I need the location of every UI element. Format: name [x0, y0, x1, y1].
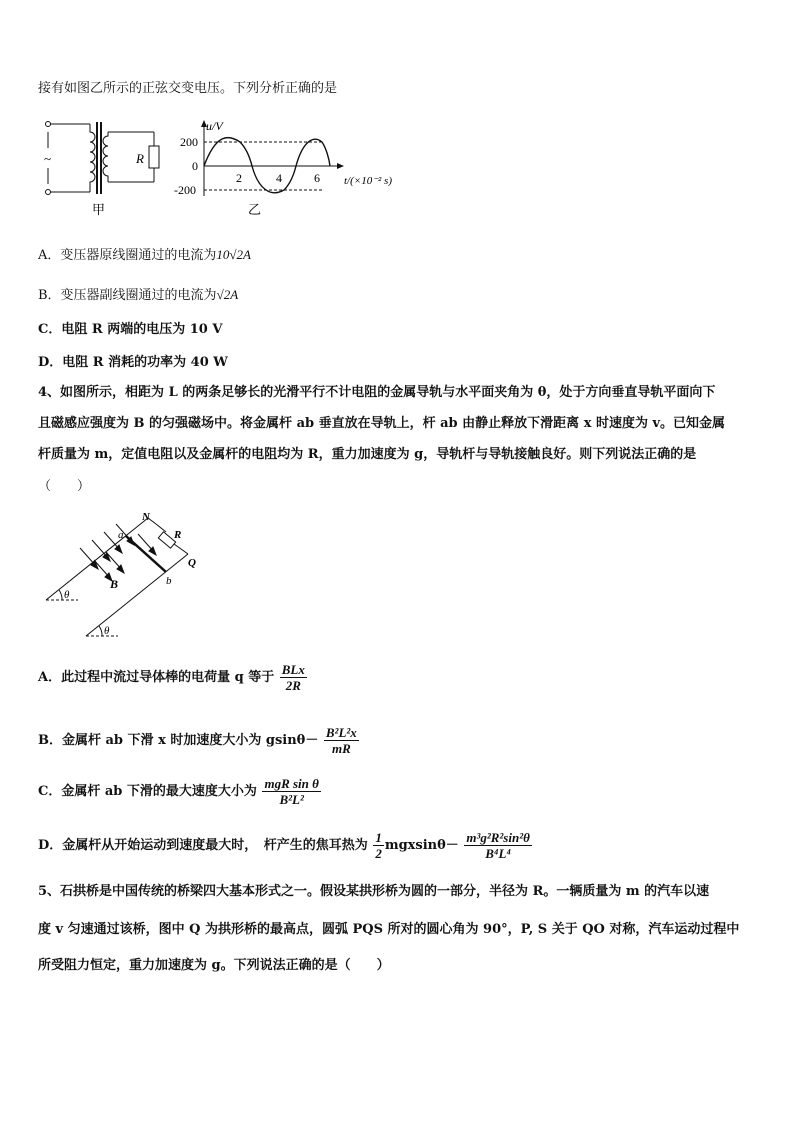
q5-stem-line: 所受阻力恒定，重力加速度为 g。下列说法正确的是（ ）: [38, 958, 390, 973]
q3-option-a: [38, 246, 251, 265]
fraction-numerator: m³g²R²sin²θ: [466, 830, 530, 845]
q3-option-c: C．电阻 R 两端的电压为 10 V: [38, 322, 223, 337]
x-tick-label: 2: [236, 171, 242, 185]
fraction: [280, 662, 307, 693]
figure-caption-jia: 甲: [92, 202, 106, 217]
x-axis-label: t/(×10⁻² s): [344, 175, 392, 187]
fraction: [464, 830, 532, 861]
q5-stem-line: 度 v 匀速通过该桥，图中 Q 为拱形桥的最高点，圆弧 PQS 所对的圆心角为 90°，P, S 关于 QO 对称，汽车运动过程中: [38, 922, 740, 937]
ac-source-symbol: ~: [44, 151, 52, 166]
fraction-numerator: B²L²x: [325, 725, 357, 740]
inclined-rails-figure: [38, 504, 238, 644]
rod-end-label: b: [166, 575, 172, 587]
magnetic-field-label: B: [110, 577, 119, 591]
angle-label: θ: [64, 589, 70, 601]
q4-stem-line: 且磁感应强度为 B 的匀强磁场中。将金属杆 ab 垂直放在导轨上，杆 ab 由静止释放下滑距离 x 时速度为 v。已知金属: [38, 416, 726, 431]
fraction-denominator: B⁴L⁴: [485, 846, 511, 861]
fraction: [262, 776, 320, 807]
figure-caption-yi: 乙: [248, 202, 262, 217]
q4-answer-blank: （ ）: [38, 479, 91, 494]
rod-end-label: a: [118, 529, 124, 541]
fraction-denominator: 2R: [285, 678, 301, 693]
transformer-figure: [38, 118, 168, 218]
x-tick-label: 6: [314, 171, 320, 185]
q5-stem-line: 5、石拱桥是中国传统的桥梁四大基本形式之一。假设某拱形桥为圆的一部分，半径为 R。一辆质量为 m 的汽车以速: [38, 884, 710, 899]
q3-option-b: [38, 286, 238, 305]
option-value: 10√2A: [216, 247, 251, 262]
resistor-label: R: [136, 151, 144, 166]
q3-option-d: D．电阻 R 消耗的功率为 40 W: [38, 355, 228, 370]
fraction-numerator: mgR sin θ: [264, 776, 319, 791]
fraction-numerator: 1: [375, 830, 382, 845]
fraction-denominator: mR: [331, 741, 351, 756]
x-tick-label: 4: [276, 171, 282, 185]
y-tick-label: -200: [174, 183, 196, 197]
q4-option-c: [38, 776, 322, 807]
point-label: N: [142, 511, 150, 523]
q4-option-b: [38, 725, 360, 756]
intro-text: 接有如图乙所示的正弦交变电压。下列分析正确的是: [38, 81, 338, 96]
q4-stem-line: 杆质量为 m，定值电阻以及金属杆的电阻均为 R，重力加速度为 g，导轨杆与导轨接触良好。则下列说法正确的是: [38, 447, 697, 462]
option-value: √2A: [216, 287, 239, 302]
fraction-denominator: 2: [375, 846, 382, 861]
fraction-denominator: B²L²: [279, 792, 304, 807]
option-text: D．金属杆从开始运动到速度最大时， 杆产生的焦耳热为: [38, 838, 368, 853]
resistor-label: R: [174, 529, 182, 541]
sine-voltage-figure: [172, 118, 412, 218]
option-text: A．变压器原线圈通过的电流为: [38, 248, 217, 263]
option-text: A．此过程中流过导体棒的电荷量 q 等于: [38, 670, 275, 685]
point-label: Q: [188, 557, 196, 569]
q4-stem-line: 4、如图所示，相距为 L 的两条足够长的光滑平行不计电阻的金属导轨与水平面夹角为 θ，处于方向垂直导轨平面向下: [38, 385, 716, 400]
fraction-half: [373, 830, 384, 861]
option-text: C．金属杆 ab 下滑的最大速度大小为: [38, 784, 257, 799]
y-tick-label: 0: [192, 159, 198, 173]
option-text: B．金属杆 ab 下滑 x 时加速度大小为 gsinθ－: [38, 733, 319, 748]
option-text: B．变压器副线圈通过的电流为: [38, 288, 217, 303]
y-tick-label: 200: [180, 135, 198, 149]
q4-option-a: [38, 662, 308, 693]
fraction-numerator: BLx: [281, 662, 305, 677]
angle-label: θ: [104, 625, 110, 637]
option-text: mgxsinθ－: [384, 838, 459, 853]
y-axis-label: u/V: [206, 119, 223, 133]
q4-option-d: [38, 830, 533, 861]
fraction: [324, 725, 359, 756]
